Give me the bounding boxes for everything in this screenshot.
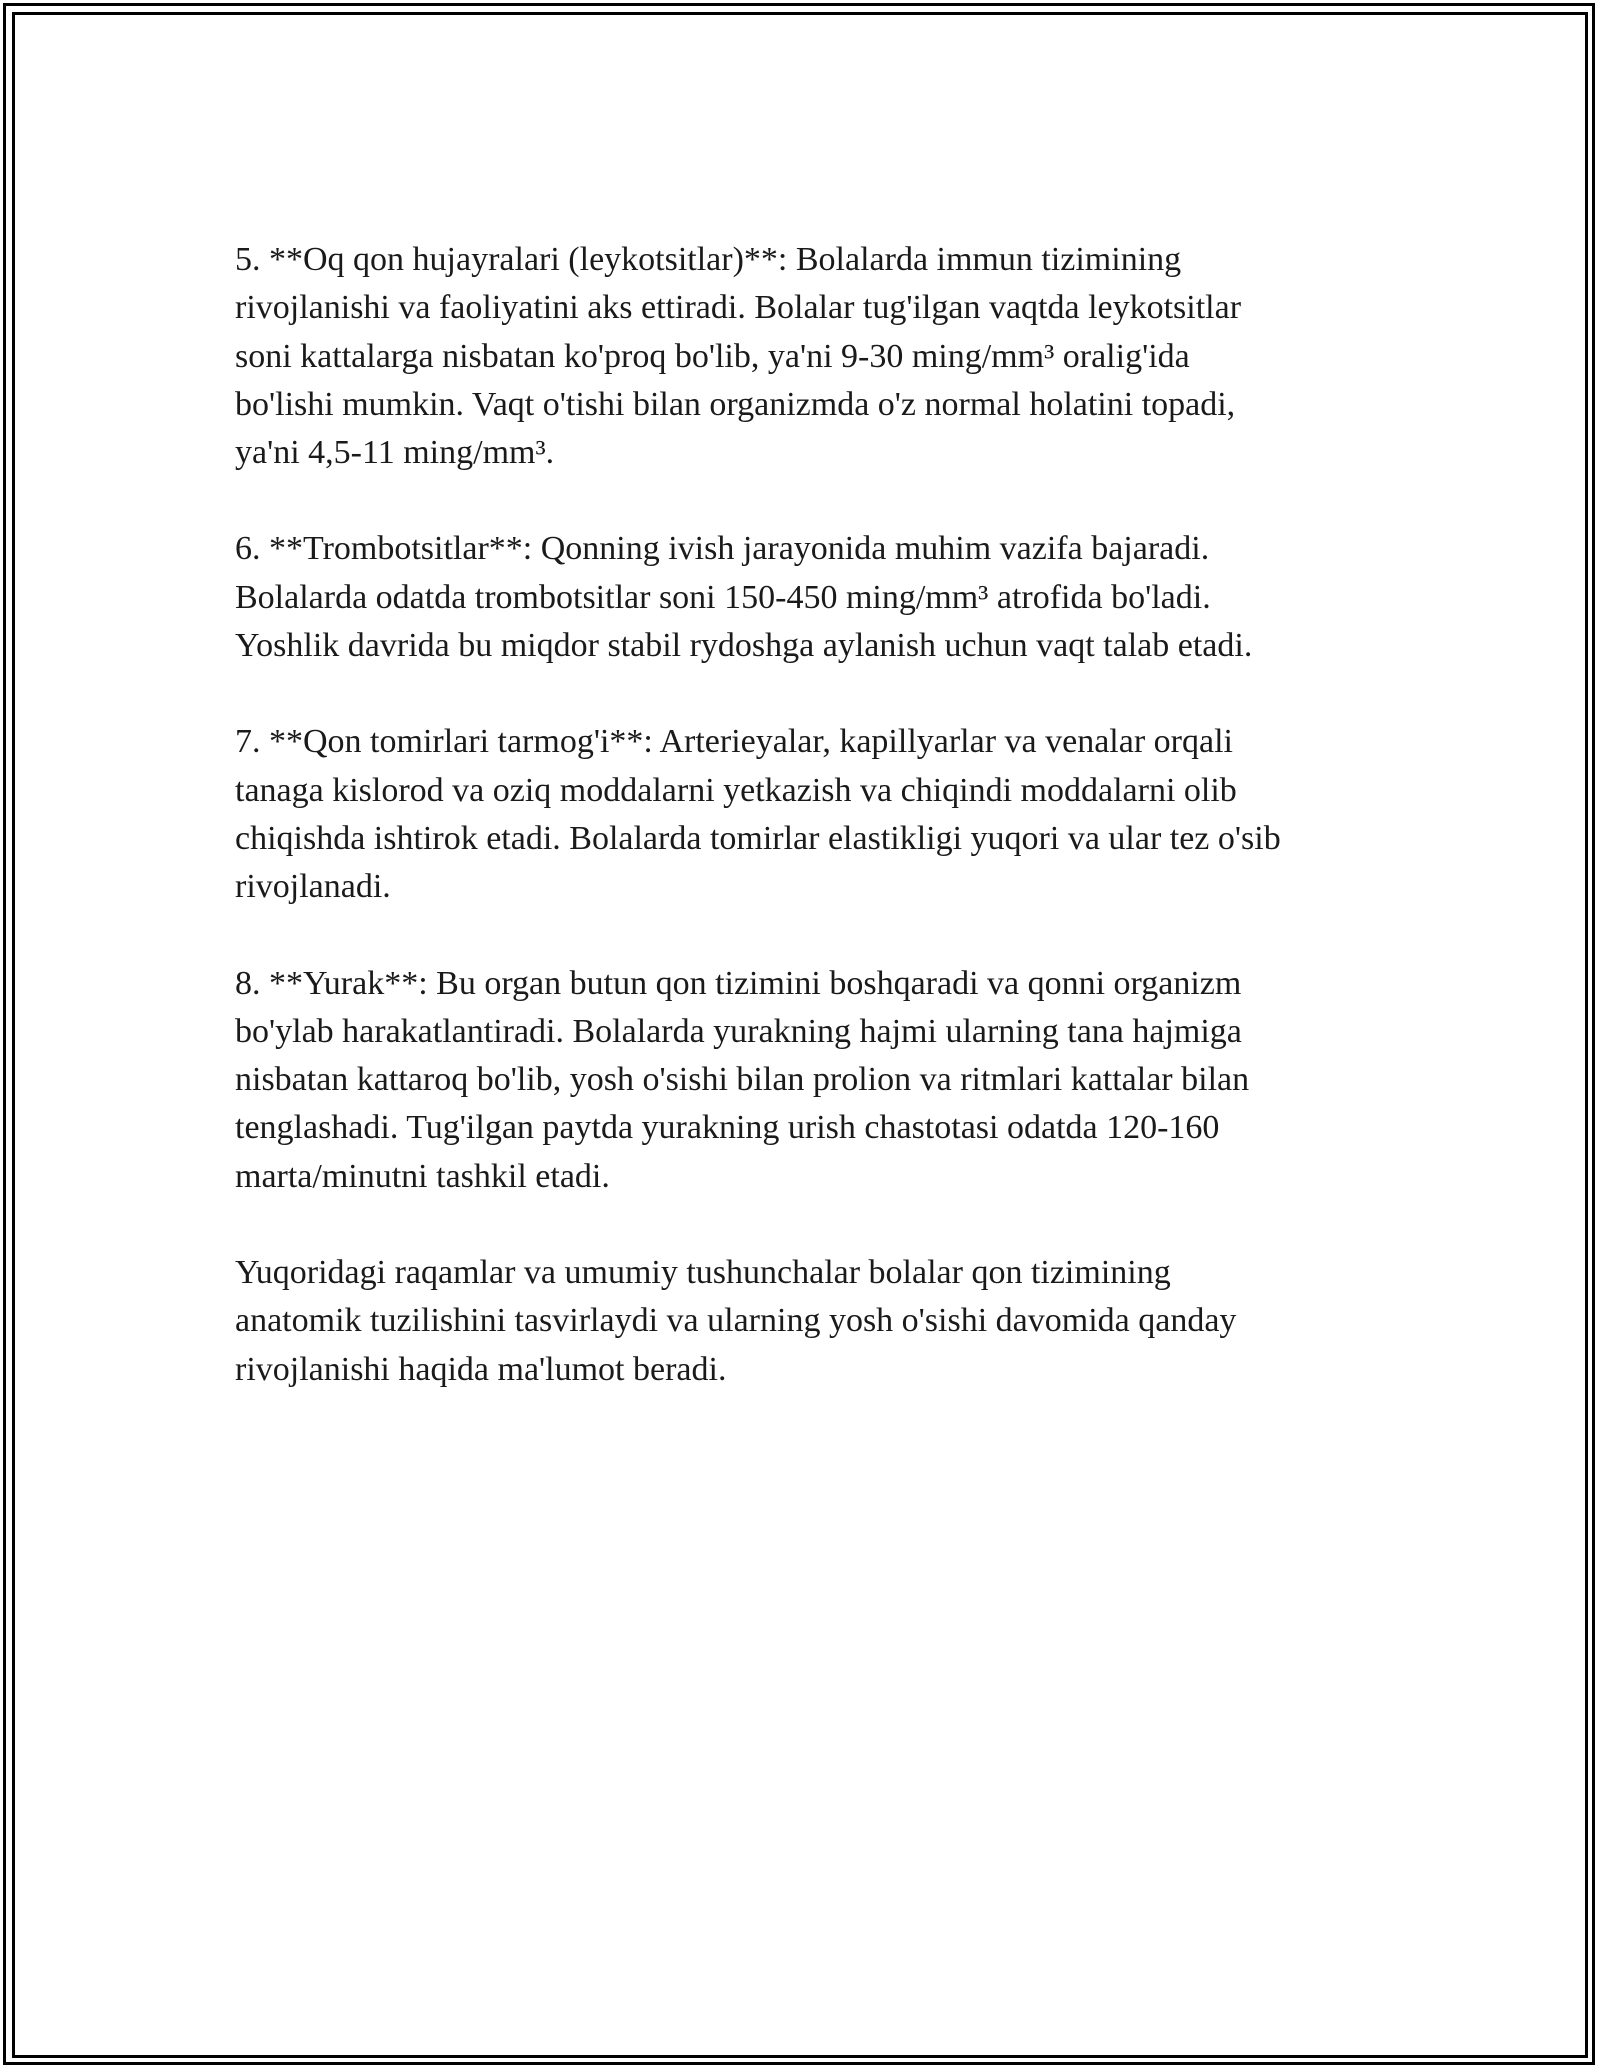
text-line: marta/minutni tashkil etadi. [235,1157,610,1195]
text-line: rivojlanishi va faoliyatini aks ettiradi. Bolalar tug'ilgan vaqtda leykotsitlar [235,289,1242,327]
text-line: Yoshlik davrida bu miqdor stabil rydoshga aylanish uchun vaqt talab etadi. [235,627,1253,665]
paragraph-blood-vessels [235,718,1405,911]
text-line: chiqishda ishtirok etadi. Bolalarda tomirlar elastikligi yuqori va ular tez o'sib [235,819,1281,857]
text-line: bo'ylab harakatlantiradi. Bolalarda yurakning hajmi ularning tana hajmiga [235,1012,1242,1050]
text-line: tanaga kislorod va oziq moddalarni yetkazish va chiqindi moddalarni olib [235,771,1237,809]
paragraph-leukocytes [235,236,1405,477]
paragraph-heart [235,960,1405,1201]
text-line: 7. **Qon tomirlari tarmog'i**: Arterieyalar, kapillyarlar va venalar orqali [235,723,1233,761]
text-line: bo'lishi mumkin. Vaqt o'tishi bilan organizmda o'z normal holatini topadi, [235,385,1236,423]
text-line: rivojlanishi haqida ma'lumot beradi. [235,1350,727,1388]
text-line: rivojlanadi. [235,868,391,906]
text-line: Yuqoridagi raqamlar va umumiy tushunchalar bolalar qon tizimining [235,1254,1171,1292]
text-line: anatomik tuzilishini tasvirlaydi va ularning yosh o'sishi davomida qanday [235,1302,1237,1340]
document-body [235,236,1405,1442]
text-line: tenglashadi. Tug'ilgan paytda yurakning urish chastotasi odatda 120-160 [235,1109,1220,1147]
text-line: soni kattalarga nisbatan ko'proq bo'lib, ya'ni 9-30 ming/mm³ oralig'ida [235,337,1190,375]
text-line: ya'ni 4,5-11 ming/mm³. [235,434,555,472]
text-line: Bolalarda odatda trombotsitlar soni 150-450 ming/mm³ atrofida bo'ladi. [235,578,1211,616]
text-line: 5. **Oq qon hujayralari (leykotsitlar)**: Bolalarda immun tizimining [235,241,1182,278]
paragraph-platelets [235,525,1405,670]
text-line: 8. **Yurak**: Bu organ butun qon tizimini boshqaradi va qonni organizm [235,964,1242,1002]
paragraph-summary [235,1249,1405,1394]
text-line: nisbatan kattaroq bo'lib, yosh o'sishi bilan prolion va ritmlari kattalar bilan [235,1061,1250,1099]
text-line: 6. **Trombotsitlar**: Qonning ivish jarayonida muhim vazifa bajaradi. [235,530,1210,568]
